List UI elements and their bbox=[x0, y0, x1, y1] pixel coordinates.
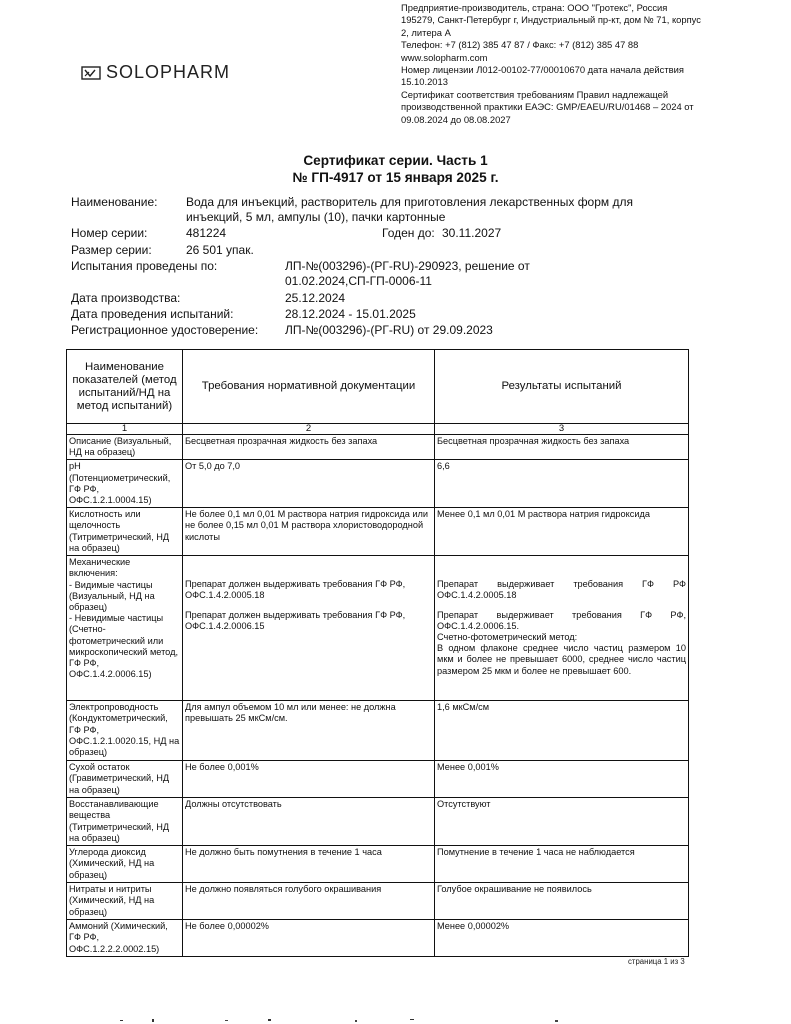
results-table bbox=[66, 349, 689, 957]
row-name: Аммоний (Химический, ГФ РФ, ОФС.1.2.2.2.0002.15) bbox=[67, 920, 183, 957]
row-requirement: От 5,0 до 7,0 bbox=[183, 460, 435, 508]
row-result: Помутнение в течение 1 часа не наблюдается bbox=[435, 846, 689, 883]
mech-visible-name: - Видимые частицы (Визуальный, НД на образец) bbox=[69, 579, 155, 613]
row-name: Электропроводность (Кондуктометрический, ГФ РФ, ОФС.1.2.1.0020.15, НД на образец) bbox=[67, 701, 183, 761]
column-number: 1 bbox=[67, 424, 183, 435]
row-name: Сухой остаток (Гравиметрический, НД на образец) bbox=[67, 761, 183, 798]
batch-label: Номер серии: bbox=[71, 226, 148, 240]
mech-invisible-req: Препарат должен выдерживать требования ГФ РФ, ОФС.1.4.2.0006.15 bbox=[185, 609, 406, 631]
table-row bbox=[67, 761, 689, 798]
mech-title: Механические включения: bbox=[69, 557, 131, 579]
scan-artifacts bbox=[0, 1012, 791, 1024]
table-row bbox=[67, 798, 689, 846]
table-row-mechanical bbox=[67, 556, 689, 701]
row-result: 1,6 мкСм/см bbox=[435, 701, 689, 761]
company-line: Номер лицензии Л012-00102-77/00010670 дата начала действия 15.10.2013 bbox=[401, 64, 684, 88]
row-name: pH (Потенциометрический, ГФ РФ, ОФС.1.2.1.0004.15) bbox=[67, 460, 183, 508]
production-date-label: Дата производства: bbox=[71, 291, 181, 305]
row-requirement: Не более 0,001% bbox=[183, 761, 435, 798]
table-row bbox=[67, 701, 689, 761]
production-date-value: 25.12.2024 bbox=[285, 291, 346, 305]
row-result bbox=[435, 556, 689, 701]
title-line-2: № ГП-4917 от 15 января 2025 г. bbox=[292, 170, 499, 185]
row-requirement: Должны отсутствовать bbox=[183, 798, 435, 846]
mech-visible-req: Препарат должен выдерживать требования ГФ РФ, ОФС.1.4.2.0005.18 bbox=[185, 579, 406, 601]
company-info bbox=[401, 2, 701, 126]
batch-value: 481224 bbox=[186, 226, 227, 240]
size-label: Размер серии: bbox=[71, 243, 152, 257]
row-requirement: Не более 0,00002% bbox=[183, 920, 435, 957]
expiry-label: Годен до: bbox=[382, 226, 435, 240]
table-row bbox=[67, 508, 689, 556]
row-requirement: Бесцветная прозрачная жидкость без запаха bbox=[183, 435, 435, 460]
table-row bbox=[67, 460, 689, 508]
company-logo bbox=[80, 62, 230, 83]
mech-visible-res: Препарат выдерживает требования ГФ РФ ОФС.1.4.2.0005.18 bbox=[437, 579, 686, 601]
test-date-value: 28.12.2024 - 15.01.2025 bbox=[285, 307, 416, 321]
table-row bbox=[67, 920, 689, 957]
company-line: Сертификат соответствия требованиям Правил надлежащей производственной практики ЕАЭС: GMP/EAEU/RU/01468 – 2024 от 09.08.2024 до 08.08.2027 bbox=[401, 88, 694, 125]
row-requirement: Не должно быть помутнения в течение 1 часа bbox=[183, 846, 435, 883]
solopharm-logo-icon bbox=[80, 65, 102, 81]
registration-value: ЛП-№(003296)-(РГ-RU) от 29.09.2023 bbox=[285, 323, 493, 337]
test-date-label: Дата проведения испытаний: bbox=[71, 307, 234, 321]
mech-invisible-res-2: Счетно-фотометрический метод: bbox=[437, 632, 578, 643]
row-name: Углерода диоксид (Химический, НД на образец) bbox=[67, 846, 183, 883]
certificate-title bbox=[0, 152, 791, 186]
mech-invisible-res-3: В одном флаконе среднее число частиц размером 10 мкм и более не превышает 6000, среднее число частиц размером 25 мкм и более не превышает 600. bbox=[437, 643, 686, 676]
row-name: Описание (Визуальный, НД на образец) bbox=[67, 435, 183, 460]
page-number: страница 1 из 3 bbox=[628, 957, 685, 966]
name-value: Вода для инъекций, растворитель для приготовления лекарственных форм для инъекций, 5 мл, ампулы (10), пачки картонные bbox=[186, 195, 633, 224]
row-name bbox=[67, 556, 183, 701]
column-number-row bbox=[67, 424, 689, 435]
row-requirement: Не более 0,1 мл 0,01 М раствора натрия гидроксида или не более 0,15 мл 0,01 М раствора хлористоводородной кислоты bbox=[183, 508, 435, 556]
row-result: Голубое окрашивание не появилось bbox=[435, 883, 689, 920]
registration-label: Регистрационное удостоверение: bbox=[71, 323, 259, 337]
header-results: Результаты испытаний bbox=[435, 350, 689, 424]
company-line: 195279, Санкт-Петербург г, Индустриальный пр-кт, дом № 71, корпус 2, литера А bbox=[401, 14, 701, 38]
table-row bbox=[67, 883, 689, 920]
tests-label: Испытания проведены по: bbox=[71, 259, 218, 273]
size-value: 26 501 упак. bbox=[186, 243, 254, 257]
column-number: 3 bbox=[435, 424, 689, 435]
row-result: 6,6 bbox=[435, 460, 689, 508]
mech-invisible-name: - Невидимые частицы (Счетно-фотометрический или микроскопический метод, ГФ РФ, ОФС.1.4.2.0006.15) bbox=[69, 613, 178, 680]
table-row bbox=[67, 846, 689, 883]
row-requirement: Не должно появляться голубого окрашивания bbox=[183, 883, 435, 920]
header-requirements: Требования нормативной документации bbox=[183, 350, 435, 424]
company-line: Предприятие-производитель, страна: ООО "Гротекс", Россия bbox=[401, 2, 668, 13]
column-number: 2 bbox=[183, 424, 435, 435]
row-requirement: Для ампул объемом 10 мл или менее: не должна превышать 25 мкСм/см. bbox=[183, 701, 435, 761]
row-result: Бесцветная прозрачная жидкость без запаха bbox=[435, 435, 689, 460]
expiry-value: 30.11.2027 bbox=[442, 226, 502, 240]
title-line-1: Сертификат серии. Часть 1 bbox=[303, 153, 488, 168]
row-name: Восстанавливающие вещества (Титриметрический, НД на образец) bbox=[67, 798, 183, 846]
row-result: Менее 0,00002% bbox=[435, 920, 689, 957]
row-name: Нитраты и нитриты (Химический, НД на образец) bbox=[67, 883, 183, 920]
tests-value: ЛП-№(003296)-(РГ-RU)-290923, решение от 01.02.2024,СП-ГП-0006-11 bbox=[285, 259, 530, 288]
name-label: Наименование: bbox=[71, 195, 158, 209]
row-result: Менее 0,001% bbox=[435, 761, 689, 798]
header-indicator: Наименование показателей (метод испытаний/НД на метод испытаний) bbox=[67, 350, 183, 424]
row-requirement bbox=[183, 556, 435, 701]
mech-invisible-res-1: Препарат выдерживает требования ГФ РФ, ОФС.1.4.2.0006.15. bbox=[437, 609, 686, 631]
row-name: Кислотность или щелочность (Титриметрический, НД на образец) bbox=[67, 508, 183, 556]
logo-text: SOLOPHARM bbox=[106, 62, 231, 82]
company-line: www.solopharm.com bbox=[401, 51, 488, 63]
row-result: Менее 0,1 мл 0,01 М раствора натрия гидроксида bbox=[435, 508, 689, 556]
table-row bbox=[67, 435, 689, 460]
row-result: Отсутствуют bbox=[435, 798, 689, 846]
company-line: Телефон: +7 (812) 385 47 87 / Факс: +7 (812) 385 47 88 bbox=[401, 39, 639, 51]
table-header-row bbox=[67, 350, 689, 424]
